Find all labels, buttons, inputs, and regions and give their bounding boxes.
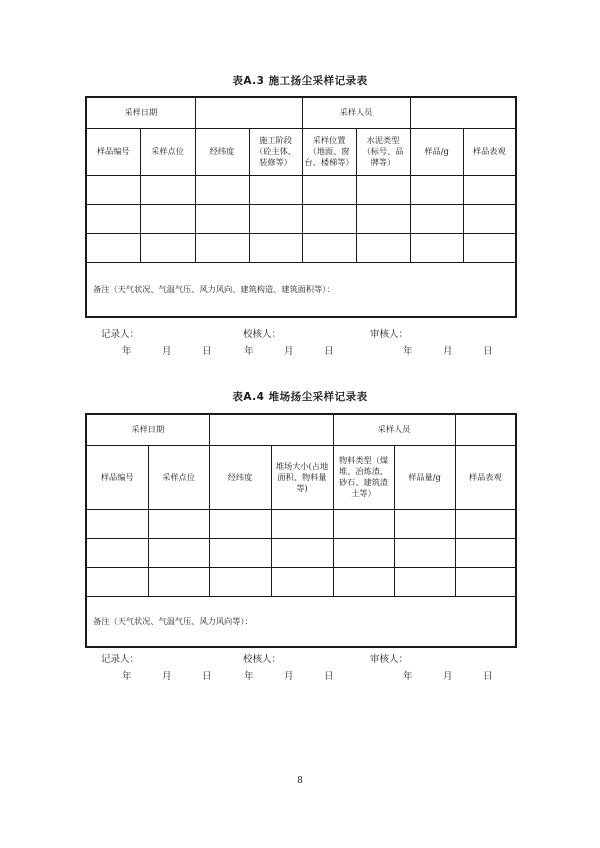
- table-a4-column-headers: [86, 445, 516, 509]
- table-a4-note-row: [86, 596, 516, 647]
- date-line: 年 月 日: [122, 671, 212, 682]
- col-sample-weight: 样品量/g: [394, 445, 455, 509]
- recorder-label: 记录人：: [101, 654, 140, 665]
- sampling-date-label: 采样日期: [86, 97, 195, 128]
- table-cell[interactable]: [410, 233, 463, 262]
- table-row: [86, 204, 516, 233]
- table-cell[interactable]: [410, 204, 463, 233]
- sampling-date-label: 采样日期: [86, 414, 209, 445]
- date-line: 年 月 日: [403, 671, 493, 682]
- col-material-type: 物料类型（煤堆、冶炼渣、砂石、建筑渣土等）: [333, 445, 394, 509]
- table-cell[interactable]: [463, 204, 516, 233]
- reviewer-label: 审核人：: [370, 654, 409, 665]
- col-sampling-location: 采样位置（地面、窗台、楼梯等）: [302, 128, 356, 175]
- recorder-label: 记录人：: [101, 329, 140, 340]
- sampling-date-field[interactable]: [209, 414, 333, 445]
- table-cell[interactable]: [410, 175, 463, 204]
- table-row: [86, 538, 516, 567]
- checker-label: 校核人：: [243, 329, 282, 340]
- table-cell[interactable]: [463, 233, 516, 262]
- table-cell[interactable]: [249, 175, 302, 204]
- col-coordinates: 经纬度: [209, 445, 271, 509]
- checker-label: 校核人：: [243, 654, 282, 665]
- sampling-person-field[interactable]: [410, 97, 516, 128]
- table-a3-column-headers: [86, 128, 516, 175]
- col-cement-type: 水泥类型（标号、品牌等）: [356, 128, 410, 175]
- table-cell[interactable]: [148, 567, 209, 596]
- table-a3-note-row: [86, 262, 516, 317]
- table-cell[interactable]: [271, 567, 333, 596]
- table-row: [86, 233, 516, 262]
- table-cell[interactable]: [195, 175, 249, 204]
- table-cell[interactable]: [86, 233, 140, 262]
- table-row: [86, 567, 516, 596]
- table-cell[interactable]: [140, 175, 195, 204]
- table-cell[interactable]: [356, 204, 410, 233]
- col-sample-appearance: 样品表观: [455, 445, 516, 509]
- table-cell[interactable]: [86, 538, 148, 567]
- col-sample-site: 采样点位: [140, 128, 195, 175]
- table-cell[interactable]: [86, 204, 140, 233]
- table-a3-header-row: [86, 97, 516, 128]
- col-sample-site: 采样点位: [148, 445, 209, 509]
- table-a3: [85, 96, 517, 318]
- col-sample-weight: 样品/g: [410, 128, 463, 175]
- table-cell[interactable]: [302, 204, 356, 233]
- table-cell[interactable]: [394, 538, 455, 567]
- table-cell[interactable]: [455, 509, 516, 538]
- date-line: 年 月 日: [403, 346, 493, 357]
- sampling-person-label: 采样人员: [302, 97, 410, 128]
- col-sample-id: 样品编号: [86, 445, 148, 509]
- table-cell[interactable]: [333, 509, 394, 538]
- table-cell[interactable]: [455, 567, 516, 596]
- table-cell[interactable]: [140, 233, 195, 262]
- table-cell[interactable]: [140, 204, 195, 233]
- table-a4: [85, 413, 517, 648]
- table-row: [86, 509, 516, 538]
- table-cell[interactable]: [302, 233, 356, 262]
- sampling-person-label: 采样人员: [333, 414, 455, 445]
- table-cell[interactable]: [455, 538, 516, 567]
- table-cell[interactable]: [271, 509, 333, 538]
- table-cell[interactable]: [356, 233, 410, 262]
- date-line: 年 月 日: [244, 671, 334, 682]
- table-a4-title: 表A.4 堆场扬尘采样记录表: [232, 391, 368, 403]
- table-a4-note[interactable]: 备注（天气状况、气温气压、风力风向等）：: [86, 596, 516, 647]
- col-coordinates: 经纬度: [195, 128, 249, 175]
- table-cell[interactable]: [209, 538, 271, 567]
- table-cell[interactable]: [333, 538, 394, 567]
- table-cell[interactable]: [249, 233, 302, 262]
- col-construction-stage: 施工阶段（砼主体、装修等）: [249, 128, 302, 175]
- table-cell[interactable]: [209, 509, 271, 538]
- table-cell[interactable]: [86, 567, 148, 596]
- table-cell[interactable]: [148, 538, 209, 567]
- table-cell[interactable]: [333, 567, 394, 596]
- table-a3-title: 表A.3 施工扬尘采样记录表: [232, 75, 368, 87]
- date-line: 年 月 日: [244, 346, 334, 357]
- table-cell[interactable]: [195, 204, 249, 233]
- table-cell[interactable]: [394, 567, 455, 596]
- reviewer-label: 审核人：: [370, 329, 409, 340]
- col-stockpile-size: 堆场大小(占地面积、物料量等): [271, 445, 333, 509]
- sampling-date-field[interactable]: [195, 97, 302, 128]
- table-cell[interactable]: [463, 175, 516, 204]
- sampling-person-field[interactable]: [455, 414, 516, 445]
- table-a3-note[interactable]: 备注（天气状况、气温气压、风力风向、建筑构造、建筑面积等）：: [86, 262, 516, 317]
- table-cell[interactable]: [86, 509, 148, 538]
- table-cell[interactable]: [394, 509, 455, 538]
- table-cell[interactable]: [356, 175, 410, 204]
- col-sample-appearance: 样品表观: [463, 128, 516, 175]
- table-cell[interactable]: [271, 538, 333, 567]
- date-line: 年 月 日: [122, 346, 212, 357]
- table-cell[interactable]: [195, 233, 249, 262]
- table-a4-header-row: [86, 414, 516, 445]
- page-number: 8: [297, 776, 303, 786]
- table-cell[interactable]: [86, 175, 140, 204]
- table-row: [86, 175, 516, 204]
- col-sample-id: 样品编号: [86, 128, 140, 175]
- table-cell[interactable]: [249, 204, 302, 233]
- table-cell[interactable]: [148, 509, 209, 538]
- table-cell[interactable]: [302, 175, 356, 204]
- table-cell[interactable]: [209, 567, 271, 596]
